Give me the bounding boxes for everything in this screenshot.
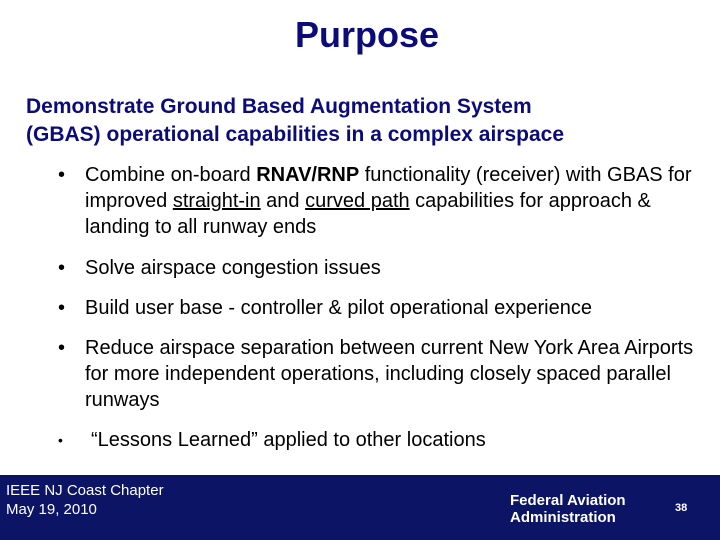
bullet-item-separation	[58, 335, 718, 413]
bullet-text-part: and	[260, 190, 306, 212]
bullet-item-lessons	[58, 427, 718, 453]
bullet-marker: •	[58, 297, 66, 319]
slide-title: Purpose	[294, 14, 440, 55]
lead-statement	[26, 93, 706, 149]
page-number: 38	[675, 502, 688, 514]
footer-bar	[0, 475, 720, 540]
bullet-marker: •	[58, 337, 66, 359]
bullet-marker: •	[58, 257, 66, 279]
bullet-item-gbas	[58, 162, 718, 240]
footer-date: May 19, 2010	[6, 501, 97, 518]
bullet-text-part: functionality (receiver) with GBAS for improved	[85, 164, 692, 212]
bullet-marker: •	[58, 432, 63, 448]
bullet-text: Reduce airspace separation between current New York Area Airports for more independent operations, including closely spaced parallel runways	[85, 337, 694, 411]
bullet-text-bold: RNAV/RNP	[256, 164, 360, 186]
bullet-text: “Lessons Learned” applied to other locations	[91, 429, 486, 451]
footer-org-name: IEEE NJ Coast Chapter	[6, 482, 164, 499]
bullet-text-underlined: straight-in	[172, 190, 261, 212]
footer-org-info	[6, 481, 164, 519]
footer-agency-line-2: Administration	[510, 509, 616, 526]
bullet-text-part: Combine on-board	[85, 164, 257, 186]
bullet-text-part: capabilities for approach & landing to all runway ends	[85, 190, 651, 238]
bullet-marker: •	[58, 164, 66, 186]
bullet-text: Solve airspace congestion issues	[85, 257, 381, 279]
lead-line-2: (GBAS) operational capabilities in a complex airspace	[26, 123, 565, 146]
bullet-list	[58, 162, 718, 453]
footer-agency	[510, 492, 626, 526]
bullet-text: Build user base - controller & pilot operational experience	[85, 297, 592, 319]
footer-agency-line-1: Federal Aviation	[510, 492, 626, 509]
bullet-item-user-base	[58, 295, 718, 321]
bullet-text-underlined: curved path	[305, 190, 410, 212]
lead-line-1: Demonstrate Ground Based Augmentation System	[26, 95, 532, 118]
bullet-item-congestion	[58, 255, 718, 281]
